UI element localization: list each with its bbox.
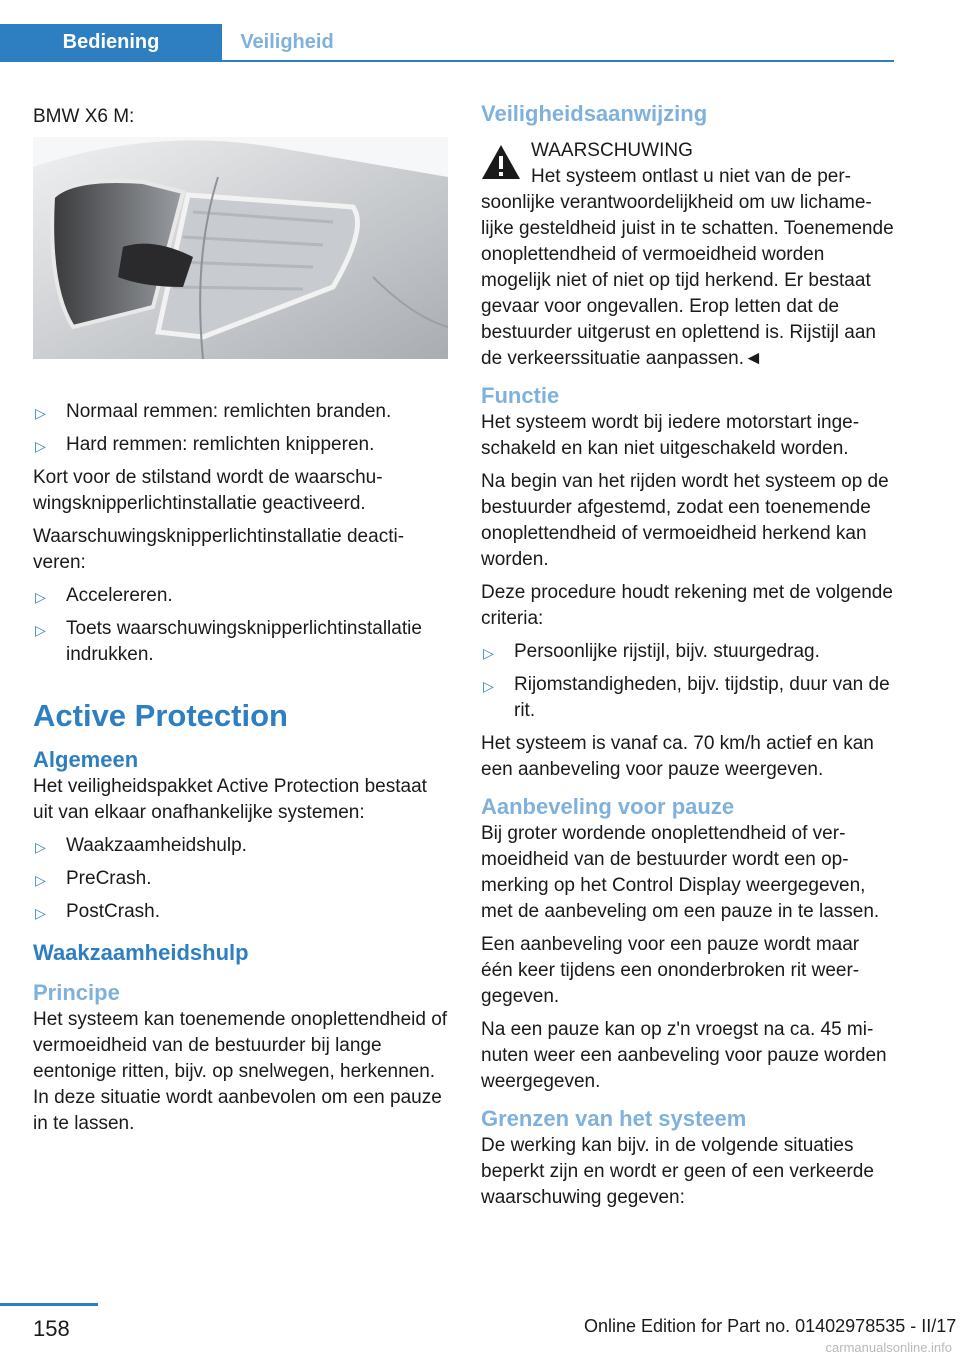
list-item: ▷ Hard remmen: remlichten knipperen. [33,432,448,458]
warning-block [481,138,896,164]
edition-note: Online Edition for Part no. 01402978535 - II/17 [584,1316,957,1336]
tab-bediening[interactable]: Bediening [0,24,222,60]
subheading-grenzen: Grenzen van het systeem [481,1106,747,1131]
header-rule [0,60,894,62]
paragraph: Het systeem wordt bij iedere motorstart ingeschakeld en kan niet uitgeschakeld worden. [481,412,860,459]
watermark: carmanualsonline.info [825,1340,952,1355]
paragraph: Kort voor de stilstand wordt de waarschuwingsknipperlichtinstallatie geactiveerd. [33,467,383,514]
footer-rule [0,1303,98,1306]
triangle-right-icon: ▷ [35,622,46,638]
triangle-right-icon: ▷ [483,678,494,694]
triangle-right-icon: ▷ [35,839,46,855]
list-item: ▷ Normaal remmen: remlichten branden. [33,399,448,425]
paragraph: Na begin van het rijden wordt het systeem op de bestuurder afgestemd, zodat een toenemende onoplettendheid of vermoeidheid herkend kan worden. [481,471,889,570]
subheading-principe: Principe [33,980,120,1005]
triangle-right-icon: ▷ [35,405,46,421]
subsection-title-waakzaamheidshulp: Waakzaamheidshulp [33,940,249,965]
triangle-right-icon: ▷ [483,645,494,661]
list-item: ▷ PostCrash. [33,899,448,925]
list-item: ▷ Persoonlijke rijstijl, bijv. stuurgedrag. [481,639,896,665]
paragraph: Het systeem is vanaf ca. 70 km/h actief en kan een aanbeveling voor pauze weergeven. [481,733,874,780]
paragraph: Bij groter wordende onoplettendheid of vermoeidheid van de bestuurder wordt een opmerking op het Control Display weergegeven, met de aanbeveling om een pauze in te lassen. [481,823,880,922]
brake-light-list [33,399,448,458]
paragraph: Het veiligheidspakket Active Protection bestaat uit van elkaar onafhankelijke systemen: [33,776,427,823]
warning-title: WAARSCHUWING [531,140,693,161]
systems-list [33,833,448,925]
page-number: 158 [33,1316,70,1341]
paragraph: Een aanbeveling voor een pauze wordt maar één keer tijdens een ononderbroken rit weergegeven. [481,934,860,1007]
list-item: ▷ Accelereren. [33,583,448,609]
paragraph: Waarschuwingsknipperlichtinstallatie deactiveren: [33,526,405,573]
chapter-tabs [0,24,894,60]
triangle-right-icon: ▷ [35,438,46,454]
deactivate-list [33,583,448,668]
triangle-right-icon: ▷ [35,872,46,888]
right-column [481,101,896,1218]
paragraph: Na een pauze kan op z'n vroegst na ca. 45 minuten weer een aanbeveling voor pauze worden weergegeven. [481,1019,887,1092]
tab-veiligheid[interactable]: Veiligheid [240,30,334,53]
triangle-right-icon: ▷ [35,589,46,605]
warning-triangle-icon [481,144,521,180]
list-item: ▷ PreCrash. [33,866,448,892]
subheading-veiligheidsaanwijzing: Veiligheidsaanwijzing [481,101,708,126]
subsection-title-algemeen: Algemeen [33,747,139,772]
taillight-illustration [33,137,448,359]
section-title: Active Protection [33,698,288,733]
image-caption: BMW X6 M: [33,106,135,127]
subheading-functie: Functie [481,383,560,408]
taillight-illustration-icon [33,137,448,359]
triangle-right-icon: ▷ [35,905,46,921]
list-item: ▷ Waakzaamheidshulp. [33,833,448,859]
paragraph: De werking kan bijv. in de volgende situaties beperkt zijn en wordt er geen of een verkeerde waarschuwing gegeven: [481,1135,874,1208]
paragraph: Deze procedure houdt rekening met de volgende criteria: [481,582,893,629]
warning-text: Het systeem ontlast u niet van de persoonlijke verantwoordelijkheid om uw lichamelijke gesteldheid juist in te schatten. Toenemende onoplettendheid of vermoeidheid worden mogelijk niet of niet op tijd herkend. Er bestaat gevaar voor ongevallen. Erop letten dat de bestuurder uitgerust en oplettend is. Rijstijl aan de verkeerssituatie aanpassen.◄ [481,166,894,369]
paragraph: Het systeem kan toenemende onoplettendheid of vermoeidheid van de bestuurder bij lange eentonige ritten, bijv. op snelwegen, herkennen. In deze situatie wordt aanbevolen om een pauze in te lassen. [33,1009,448,1134]
subheading-aanbeveling: Aanbeveling voor pauze [481,794,735,819]
list-item: ▷ Rijomstandigheden, bijv. tijdstip, duur van de rit. [483,674,890,721]
criteria-list [481,639,896,724]
list-item: ▷ Toets waarschuwingsknipperlichtinstallatie indrukken. [35,618,422,665]
left-column [33,104,448,1144]
